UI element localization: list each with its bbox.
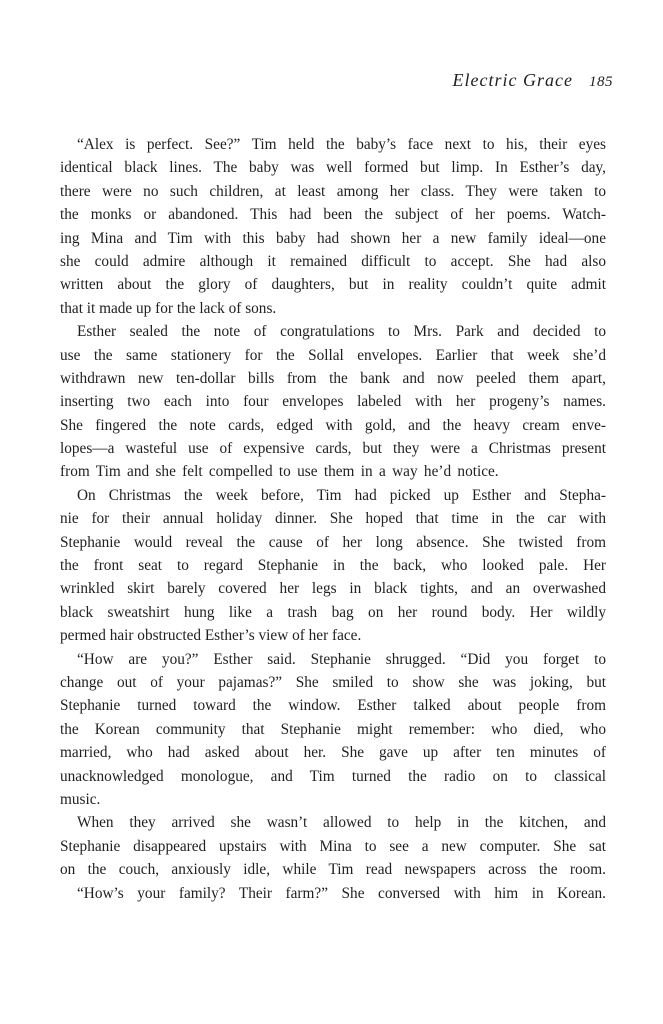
text-line: black sweatshirt hung like a trash bag on her round body. Her wildly [60, 603, 606, 621]
text-line: She fingered the note cards, edged with gold, and the heavy cream enve- [60, 416, 606, 434]
text-line: the front seat to regard Stephanie in the back, who looked pale. Her [60, 557, 606, 575]
text-line: from Tim and she felt compelled to use them in a way he’d notice. [60, 463, 499, 481]
text-line: Stephanie turned toward the window. Esther talked about people from [60, 697, 606, 715]
page-number: 185 [589, 74, 613, 90]
text-line: change out of your pajamas?” She smiled to show she was joking, but [60, 673, 606, 691]
text-line: On Christmas the week before, Tim had picked up Esther and Stepha- [77, 486, 606, 504]
running-header [453, 70, 613, 91]
text-line: that it made up for the lack of sons. [60, 299, 277, 317]
text-line: Stephanie would reveal the cause of her long absence. She twisted from [60, 533, 606, 551]
text-line: written about the glory of daughters, but in reality couldn’t quite admit [60, 276, 606, 294]
text-line: the monks or abandoned. This had been the subject of her poems. Watch- [60, 206, 606, 224]
text-line: use the same stationery for the Sollal envelopes. Earlier that week she’d [60, 346, 606, 364]
text-line: ing Mina and Tim with this baby had shown her a new family ideal—one [60, 229, 606, 247]
text-line: identical black lines. The baby was well formed but limp. In Esther’s day, [60, 159, 606, 177]
text-line: “Alex is perfect. See?” Tim held the baby’s face next to his, their eyes [77, 136, 606, 153]
text-line: When they arrived she wasn’t allowed to help in the kitchen, and [77, 814, 606, 832]
text-line: there were no such children, at least among her class. They were taken to [60, 182, 606, 200]
text-line: permed hair obstructed Esther’s view of her face. [60, 627, 362, 645]
text-line: lopes—a wasteful use of expensive cards, but they were a Christmas present [60, 440, 606, 458]
text-line: inserting two each into four envelopes labeled with her progeny’s names. [60, 393, 606, 411]
text-line: married, who had asked about her. She gave up after ten minutes of [60, 744, 606, 762]
paragraph [60, 882, 606, 905]
paragraph [60, 484, 606, 648]
paragraph [60, 133, 606, 320]
book-title: Electric Grace [452, 70, 573, 90]
text-line: wrinkled skirt barely covered her legs in black tights, and an overwashed [60, 580, 606, 598]
text-line: “How are you?” Esther said. Stephanie shrugged. “Did you forget to [77, 650, 606, 668]
paragraph [60, 811, 606, 881]
text-line: withdrawn new ten-dollar bills from the bank and now peeled them apart, [60, 369, 606, 387]
text-line: on the couch, anxiously idle, while Tim read newspapers across the room. [60, 861, 606, 879]
paragraph [60, 320, 606, 484]
text-line: nie for their annual holiday dinner. She hoped that time in the car with [60, 510, 606, 528]
text-line: unacknowledged monologue, and Tim turned the radio on to classical [60, 767, 606, 785]
text-line: music. [60, 790, 101, 808]
text-line: the Korean community that Stephanie might remember: who died, who [60, 720, 606, 738]
text-line: she could admire although it remained difficult to accept. She had also [60, 252, 606, 270]
body-text [60, 133, 606, 905]
paragraph [60, 648, 606, 812]
text-line: Stephanie disappeared upstairs with Mina to see a new computer. She sat [60, 837, 606, 855]
text-line: Esther sealed the note of congratulations to Mrs. Park and decided to [77, 323, 606, 341]
text-line: “How’s your family? Their farm?” She conversed with him in Korean. [77, 884, 606, 902]
